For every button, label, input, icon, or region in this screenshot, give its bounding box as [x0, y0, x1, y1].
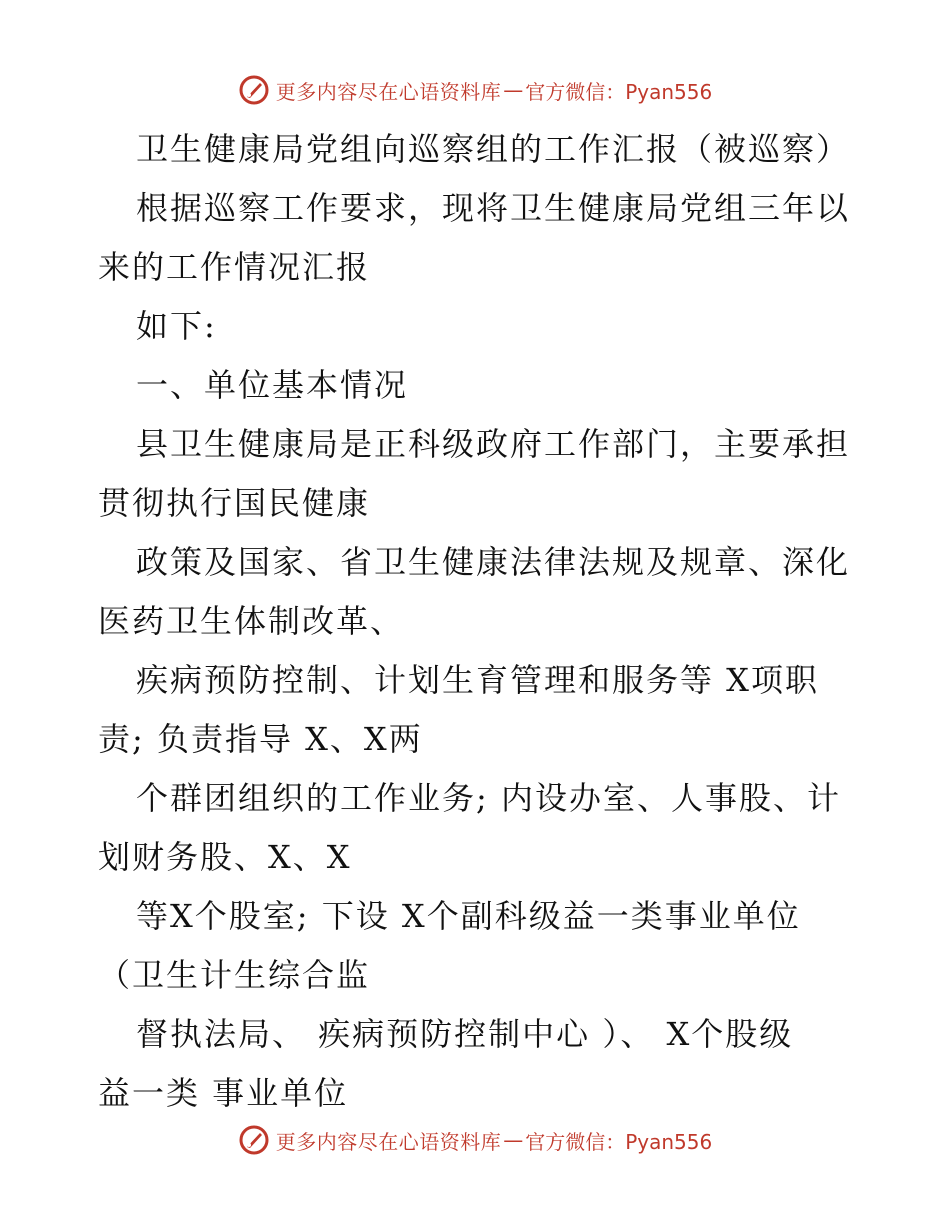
document-body	[98, 120, 868, 1123]
paragraph-line: 贯彻执行国民健康	[98, 484, 371, 522]
paragraph-line: 等X个股室; 下设 X个副科级益一类事业单位	[136, 897, 801, 935]
paragraph-line: 政策及国家、省卫生健康法律法规及规章、深化	[136, 543, 851, 581]
banner-separator: —	[503, 1128, 524, 1152]
paragraph-line: （卫生计生综合监	[98, 956, 371, 994]
header-banner	[0, 70, 950, 110]
quill-logo-icon	[238, 1124, 270, 1156]
footer-banner	[0, 1120, 950, 1160]
paragraph-line: 医药卫生体制改革、	[98, 602, 405, 640]
paragraph-line: 疾病预防控制、计划生育管理和服务等 X项职	[136, 661, 819, 699]
banner-wechat: 官方微信：Pyan556	[525, 79, 713, 104]
paragraph-line: 划财务股、X、X	[98, 838, 352, 876]
banner-text: 更多内容尽在心语资料库	[275, 79, 502, 104]
paragraph-line: 如下:	[136, 307, 217, 345]
banner-text: 更多内容尽在心语资料库	[275, 1129, 502, 1154]
paragraph-line: 督执法局、 疾病预防控制中心 ）、 X个股级	[136, 1015, 794, 1053]
paragraph-line: 来的工作情况汇报	[98, 248, 371, 286]
paragraph-line: 卫生健康局党组向巡察组的工作汇报（被巡察）	[136, 130, 851, 168]
banner-separator: —	[503, 78, 524, 102]
paragraph-line: 益一类 事业单位	[98, 1074, 349, 1112]
paragraph-line: 县卫生健康局是正科级政府工作部门，主要承担	[136, 425, 851, 463]
paragraph-line: 责; 负责指导 X、X两	[98, 720, 423, 758]
quill-logo-icon	[238, 74, 270, 106]
paragraph-line: 根据巡察工作要求，现将卫生健康局党组三年以	[136, 189, 851, 227]
banner-wechat: 官方微信：Pyan556	[525, 1129, 713, 1154]
paragraph-line: 个群团组织的工作业务; 内设办室、人事股、计	[136, 779, 841, 817]
section-heading: 一、单位基本情况	[136, 366, 409, 404]
